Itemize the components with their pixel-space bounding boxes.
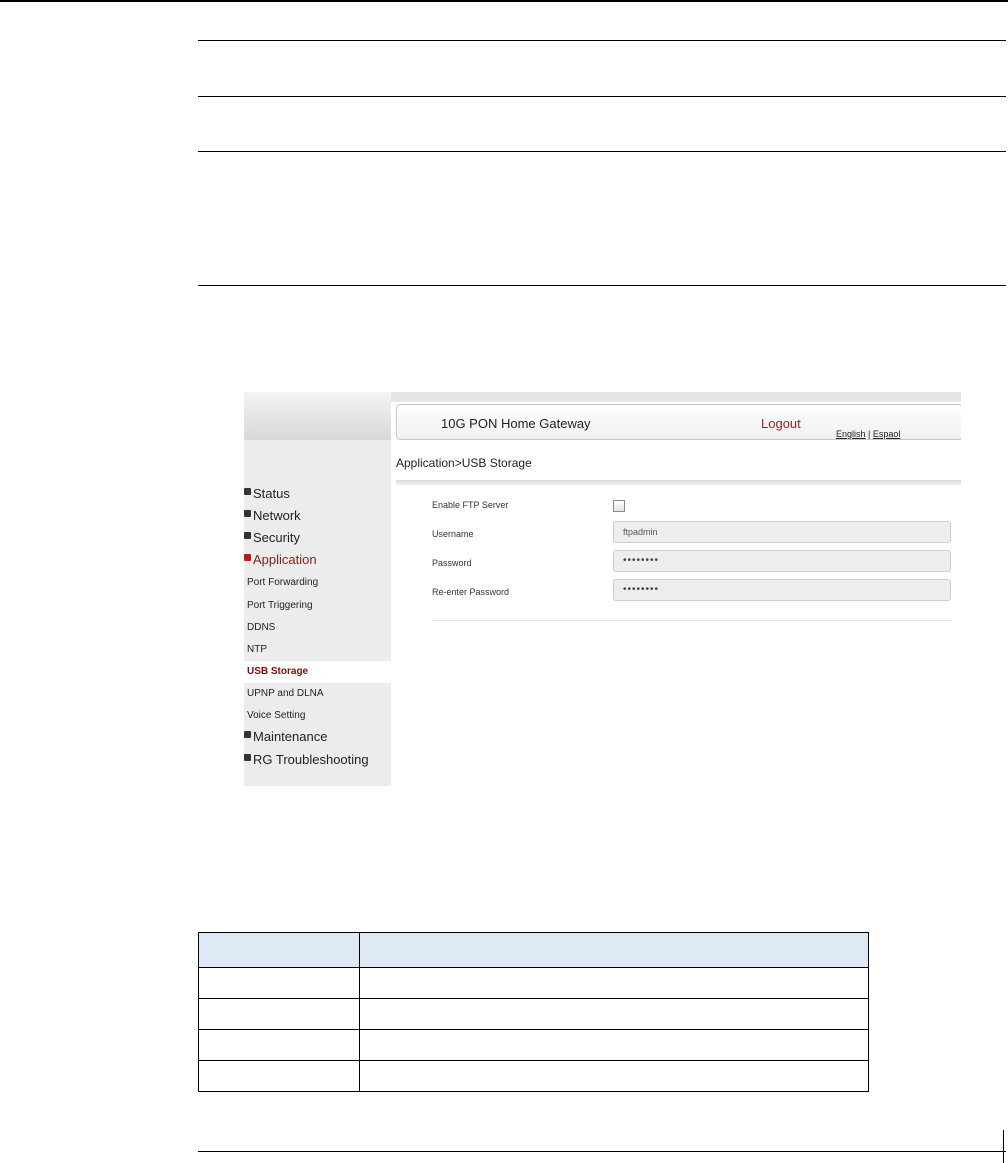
- plus-icon: [244, 488, 251, 495]
- nav-ddns[interactable]: DDNS: [247, 622, 276, 633]
- nav-ntp[interactable]: NTP: [247, 644, 267, 655]
- nav-port-forwarding[interactable]: Port Forwarding: [247, 577, 319, 588]
- nav-rg-troubleshooting[interactable]: [244, 752, 391, 767]
- table-cell: [199, 999, 360, 1030]
- nav-application[interactable]: [244, 552, 391, 567]
- table-header-cell: [199, 933, 360, 968]
- lang-espanol-link[interactable]: Espaol: [872, 429, 901, 439]
- password-field[interactable]: ••••••••: [613, 550, 951, 572]
- enable-ftp-checkbox[interactable]: [613, 500, 625, 512]
- table-row: [199, 1061, 869, 1092]
- nav-status-label: Status: [253, 486, 290, 501]
- form-divider: [432, 620, 951, 621]
- table-row: [199, 999, 869, 1030]
- lang-separator: |: [865, 429, 873, 439]
- nav-status[interactable]: [244, 486, 391, 501]
- nav-rg-troubleshooting-label: RG Troubleshooting: [253, 752, 369, 767]
- logout-link[interactable]: Logout: [761, 416, 801, 431]
- nav-network-label: Network: [253, 508, 301, 523]
- nav-maintenance-label: Maintenance: [253, 729, 328, 744]
- header-stripe: [391, 392, 961, 402]
- sidebar-header: [244, 392, 391, 440]
- router-screenshot: [244, 392, 961, 787]
- bottom-rule: [198, 1151, 1006, 1152]
- nav-upnp-dlna[interactable]: UPNP and DLNA: [247, 688, 324, 699]
- nav-usb-storage[interactable]: USB Storage: [244, 661, 391, 683]
- nav-voice-setting[interactable]: Voice Setting: [247, 710, 306, 721]
- table-row: [199, 968, 869, 999]
- nav-maintenance[interactable]: [244, 729, 391, 744]
- nav-security-label: Security: [253, 530, 300, 545]
- breadcrumb-divider: [396, 480, 961, 485]
- nav-application-label: Application: [253, 552, 317, 567]
- table-header-row: [199, 933, 869, 968]
- reenter-password-field[interactable]: ••••••••: [613, 579, 951, 601]
- table-cell: [360, 999, 869, 1030]
- username-field[interactable]: ftpadmin: [613, 521, 951, 543]
- app-title: 10G PON Home Gateway: [441, 416, 591, 431]
- minus-icon: [244, 554, 251, 561]
- section-rule-2: [198, 96, 1006, 97]
- sidebar: [244, 392, 391, 786]
- enable-ftp-label: Enable FTP Server: [432, 500, 509, 510]
- lang-english-link[interactable]: English: [836, 429, 866, 439]
- reenter-password-label: Re-enter Password: [432, 587, 510, 597]
- nav-network[interactable]: [244, 508, 391, 523]
- section-rule-3: [198, 151, 1006, 152]
- header-bar: [396, 404, 961, 440]
- plus-icon: [244, 731, 251, 738]
- breadcrumb: Application>USB Storage: [396, 456, 532, 470]
- table-cell: [199, 1030, 360, 1061]
- top-rule: [0, 0, 1008, 2]
- table-cell: [360, 1030, 869, 1061]
- page-edge-line: [1003, 1130, 1004, 1163]
- section-rule-1: [198, 40, 1006, 41]
- section-rule-4: [198, 285, 1006, 286]
- nav-port-triggering[interactable]: Port Triggering: [247, 600, 313, 611]
- nav-security[interactable]: [244, 530, 391, 545]
- table-header-cell: [360, 933, 869, 968]
- language-switch: [836, 429, 900, 439]
- table-cell: [199, 1061, 360, 1092]
- username-label: Username: [432, 529, 474, 539]
- table-row: [199, 1030, 869, 1061]
- parameter-table: [198, 932, 869, 1092]
- plus-icon: [244, 754, 251, 761]
- table-cell: [360, 968, 869, 999]
- plus-icon: [244, 532, 251, 539]
- table-cell: [360, 1061, 869, 1092]
- table-cell: [199, 968, 360, 999]
- plus-icon: [244, 510, 251, 517]
- password-label: Password: [432, 558, 472, 568]
